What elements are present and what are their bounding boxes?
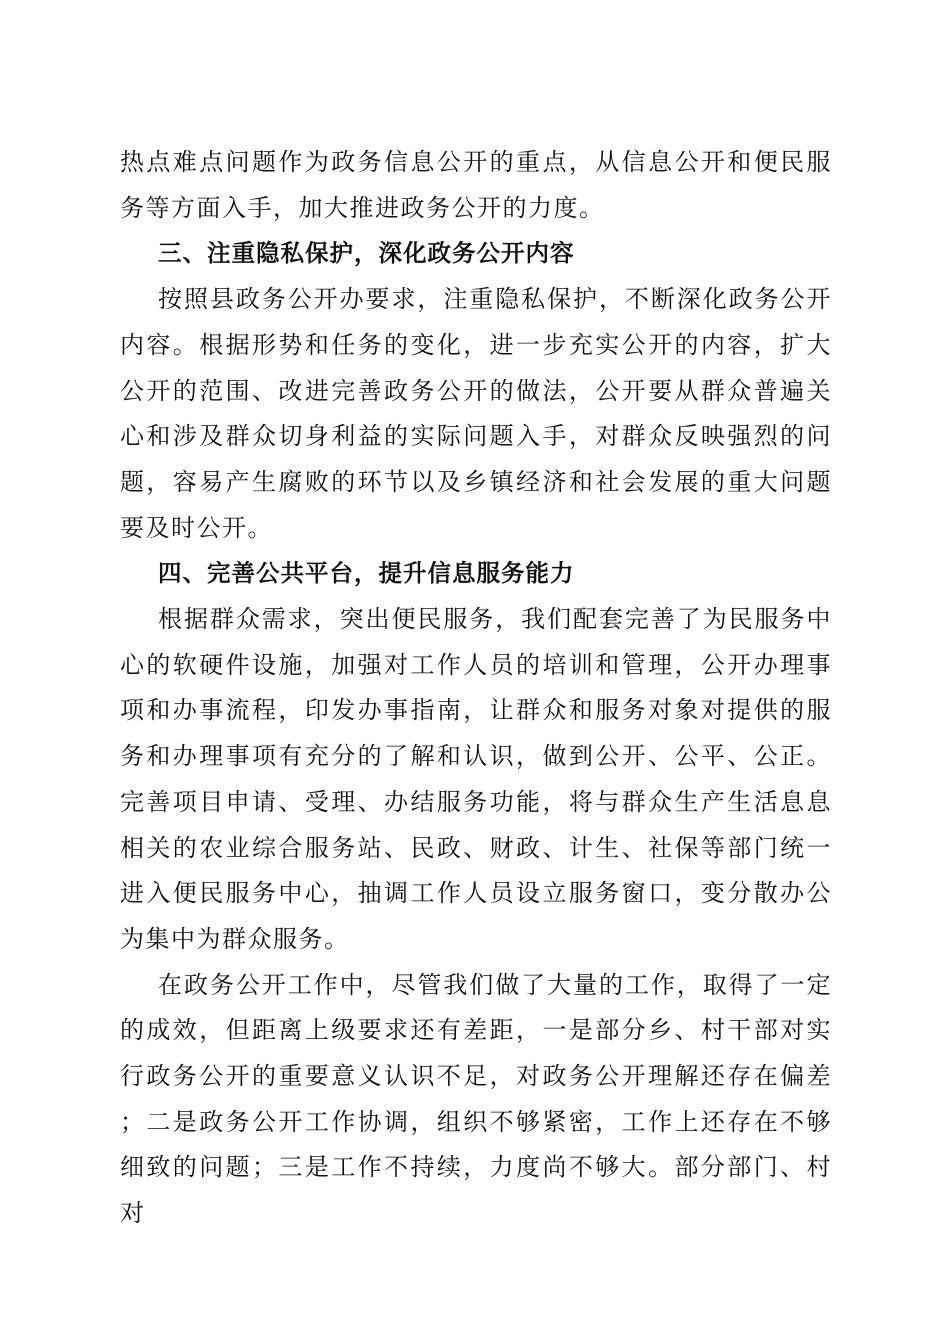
section-heading-3: 三、注重隐私保护，深化政务公开内容 [158,239,575,268]
paragraph-continuation: 热点难点问题作为政务信息公开的重点，从信息公开和便民服务等方面入手，加大推进政务公开的力度。 [120,148,832,222]
paragraph-privacy: 按照县政务公开办要求，注重隐私保护，不断深化政务公开内容。根据形势和任务的变化，进一步充实公开的内容，扩大公开的范围、改进完善政务公开的做法，公开要从群众普遍关心和涉及群众切身利益的实际问题入手，对群众反映强烈的问题，容易产生腐败的环节以及乡镇经济和社会发展的重大问题要及时公开。 [120,285,832,542]
paragraph-shortcomings: 在政务公开工作中，尽管我们做了大量的工作，取得了一定的成效，但距离上级要求还有差距，一是部分乡、村干部对实行政务公开的重要意义认识不足，对政务公开理解还存在偏差；二是政务公开工作协调，组织不够紧密，工作上还存在不够细致的问题；三是工作不持续，力度尚不够大。部分部门、村对 [120,970,832,1228]
document-body [120,140,832,1237]
section-heading-4: 四、完善公共平台，提升信息服务能力 [158,559,575,588]
paragraph-service-platform: 根据群众需求，突出便民服务，我们配套完善了为民服务中心的软硬件设施，加强对工作人员的培训和管理，公开办理事项和办事流程，印发办事指南，让群众和服务对象对提供的服务和办理事项有充分的了解和认识，做到公开、公平、公正。完善项目申请、受理、办结服务功能，将与群众生产生活息息相关的农业综合服务站、民政、财政、计生、社保等部门统一进入便民服务中心，抽调工作人员设立服务窗口，变分散办公为集中为群众服务。 [120,605,832,953]
